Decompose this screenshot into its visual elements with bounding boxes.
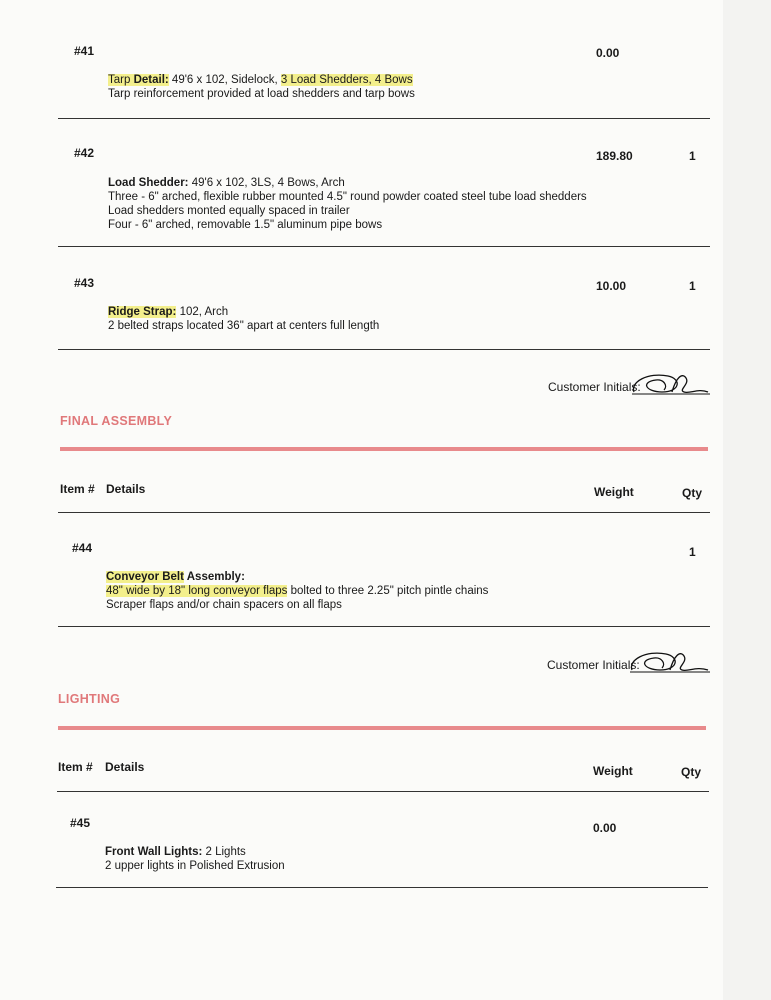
divider [58, 349, 710, 350]
item-detail-line: 2 belted straps located 36" apart at centers full length [108, 320, 380, 332]
item-title: Ridge Strap: [108, 306, 177, 318]
item-weight: 0.00 [593, 821, 617, 835]
item-qty: 1 [689, 149, 696, 163]
item-spec: 49'6 x 102, Sidelock, [168, 74, 281, 86]
item-spec: 49'6 x 102, 3LS, 4 Bows, Arch [188, 177, 345, 189]
customer-initials-label: Customer Initials: [547, 658, 640, 672]
column-header-details: Details [105, 760, 145, 774]
item-number: #45 [70, 816, 91, 830]
item-detail-line: Load shedders monted equally spaced in trailer [108, 205, 350, 217]
item-description [108, 176, 587, 232]
column-header-details: Details [106, 482, 146, 496]
item-number: #44 [72, 541, 93, 555]
item-description [106, 570, 488, 612]
column-header-item: Item # [60, 482, 95, 496]
section-title-lighting: LIGHTING [58, 692, 121, 706]
item-detail-line: Scraper flaps and/or chain spacers on all flaps [106, 599, 342, 611]
item-detail-line: Three - 6" arched, flexible rubber mounted 4.5" round powder coated steel tube load shedders [108, 191, 587, 203]
item-spec: 102, Arch [176, 306, 229, 318]
divider [58, 626, 710, 627]
item-qty: 1 [689, 545, 696, 559]
item-number: #41 [74, 44, 95, 58]
column-header-item: Item # [58, 760, 93, 774]
initials-signature [626, 646, 712, 676]
item-detail-line: Four - 6" arched, removable 1.5" aluminum pipe bows [108, 219, 383, 231]
section-title-final-assembly: FINAL ASSEMBLY [60, 414, 173, 428]
item-weight: 0.00 [596, 46, 620, 60]
item-title-part: Assembly: [183, 571, 245, 583]
item-title-part: Detail: [133, 74, 169, 86]
item-qty: 1 [689, 279, 696, 293]
column-header-weight: Weight [594, 485, 634, 499]
item-detail-line: 2 upper lights in Polished Extrusion [105, 860, 285, 872]
divider [58, 246, 710, 247]
section-rule [58, 726, 706, 730]
customer-initials-label: Customer Initials: [548, 380, 641, 394]
item-title-part: Tarp [108, 74, 134, 86]
item-number: #42 [74, 146, 95, 160]
item-detail-highlight: 48" wide by 18" long conveyor flaps [106, 585, 288, 597]
divider [58, 118, 710, 119]
column-header-weight: Weight [593, 764, 633, 778]
item-spec: 2 Lights [202, 846, 246, 858]
item-weight: 189.80 [596, 149, 633, 163]
item-description [108, 305, 379, 333]
divider [56, 887, 708, 888]
item-description [108, 73, 415, 101]
divider [57, 791, 709, 792]
item-detail-line: Tarp reinforcement provided at load shedders and tarp bows [108, 88, 415, 100]
column-header-qty: Qty [682, 486, 703, 500]
item-weight: 10.00 [596, 279, 627, 293]
item-title: Load Shedder: [108, 177, 189, 189]
column-header-qty: Qty [681, 765, 702, 779]
section-rule [60, 447, 708, 451]
item-spec-highlight: 3 Load Shedders, 4 Bows [280, 74, 413, 86]
item-description [105, 845, 285, 873]
item-title-part: Conveyor Belt [106, 571, 184, 583]
item-number: #43 [74, 276, 95, 290]
item-title: Front Wall Lights: [105, 846, 203, 858]
scan-edge-shadow [723, 0, 771, 1000]
divider [58, 512, 710, 513]
item-detail-line: bolted to three 2.25" pitch pintle chains [287, 585, 489, 597]
initials-signature [628, 368, 712, 398]
